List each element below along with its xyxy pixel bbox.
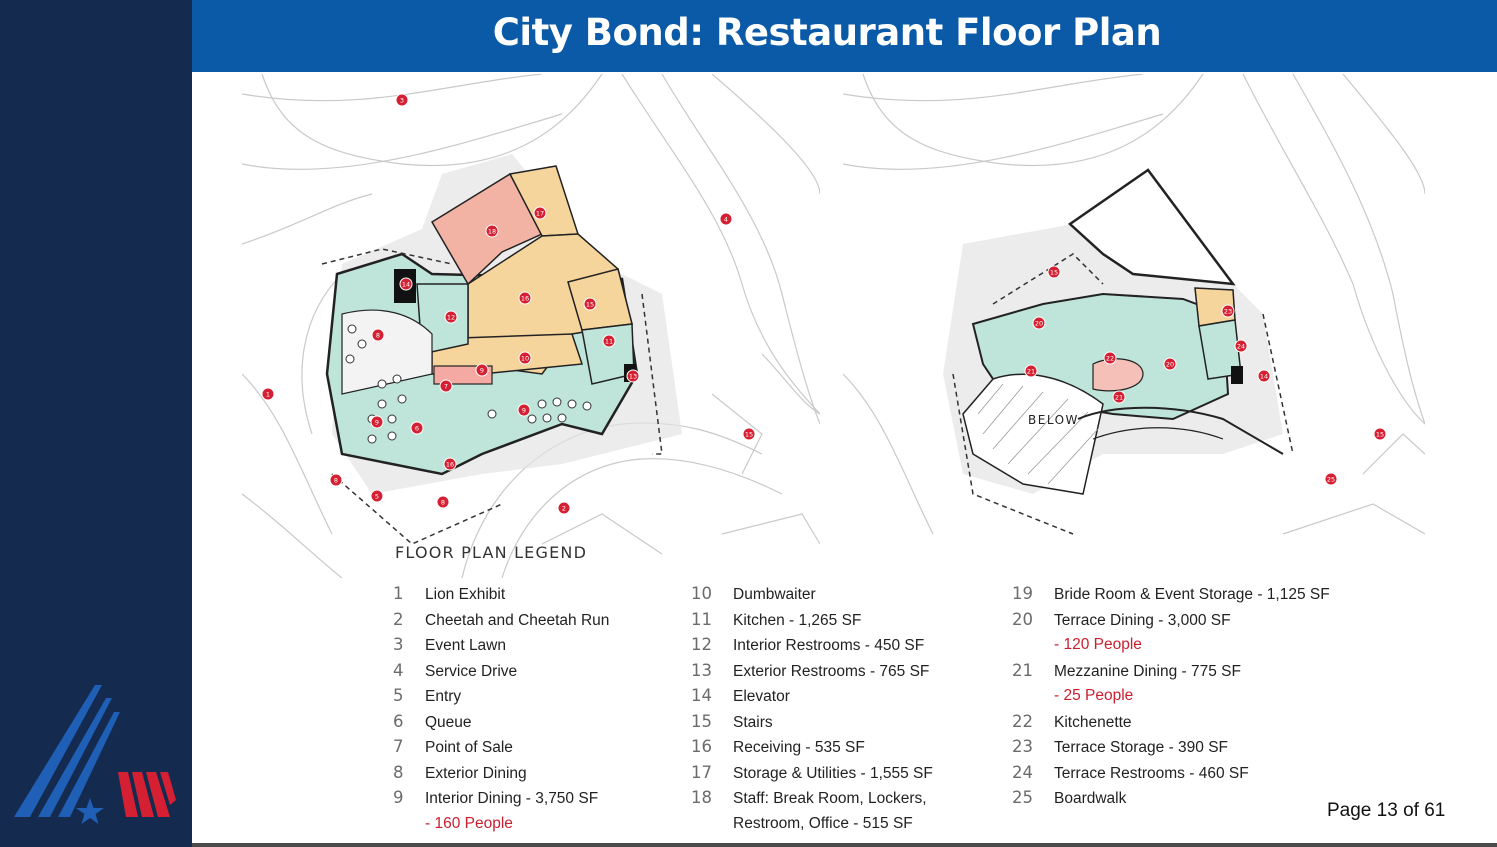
legend-item-label: Elevator: [733, 688, 790, 705]
map-marker-label: 24: [1236, 342, 1246, 351]
legend-item-number: 18: [691, 788, 712, 807]
legend-item-label: Terrace Dining - 3,000 SF: [1054, 611, 1231, 629]
map-marker-label: 8: [333, 476, 339, 485]
legend-item-label: Staff: Break Room, Lockers,: [733, 790, 927, 807]
legend-item-number: 12: [691, 635, 712, 654]
legend-item-label: Bride Room & Event Storage - 1,125 SF: [1054, 586, 1330, 603]
legend-item: [691, 709, 933, 735]
map-marker-label: 18: [487, 227, 497, 236]
legend-column-2: [691, 581, 933, 836]
legend-item: [393, 607, 609, 633]
map-marker-label: 8: [440, 498, 446, 507]
legend-item-label: Receiving - 535 SF: [733, 739, 865, 756]
legend-item-label: Service Drive: [425, 662, 518, 680]
map-marker-label: 15: [1049, 268, 1059, 277]
legend-item: [691, 683, 933, 709]
logo-icon: [10, 680, 180, 825]
legend-item-number: 21: [1012, 660, 1033, 680]
legend-item: [691, 632, 933, 658]
legend-item: [691, 760, 933, 786]
legend-item-label: Kitchenette: [1054, 713, 1132, 731]
map-marker-label: 13: [628, 372, 638, 381]
legend-item-number: 6: [393, 711, 404, 731]
legend-item: [1012, 734, 1330, 760]
map-marker-label: 1: [265, 390, 271, 399]
page-title: City Bond: Restaurant Floor Plan: [492, 11, 1162, 54]
legend-item-number: 7: [393, 737, 404, 756]
legend-item: [393, 734, 609, 760]
sidebar-panel: [0, 0, 192, 847]
legend-item-label: Dumbwaiter: [733, 586, 816, 603]
legend-item-label: Point of Sale: [425, 739, 513, 756]
map-marker-label: 22: [1105, 354, 1115, 363]
legend-item-number: 17: [691, 762, 712, 782]
bottom-divider: [192, 843, 1497, 847]
legend-item-number: 14: [691, 686, 712, 705]
legend-item-number: 24: [1012, 762, 1033, 782]
map-marker-label: 21: [1114, 393, 1124, 402]
map-marker-label: 7: [443, 382, 449, 391]
legend-item: [393, 785, 609, 811]
legend-item-number: 8: [393, 762, 404, 782]
map-marker-label: 10: [520, 354, 530, 363]
legend-item-label: Lion Exhibit: [425, 586, 506, 603]
map-marker-label: 2: [561, 504, 567, 513]
map-marker-label: 8: [375, 331, 381, 340]
legend-item-number: 23: [1012, 737, 1033, 756]
legend-item-number: 2: [393, 609, 404, 629]
legend-item: [691, 581, 933, 607]
map-marker-label: 5: [374, 492, 380, 501]
legend-item-number: 10: [691, 584, 712, 603]
map-marker-label: 4: [723, 215, 729, 224]
legend-item-label: Storage & Utilities - 1,555 SF: [733, 764, 933, 782]
legend-item-label: Stairs: [733, 713, 773, 731]
legend-item-number: 15: [691, 711, 712, 731]
legend-item-label: Terrace Restrooms - 460 SF: [1054, 764, 1249, 782]
ground-floor-drawing: [242, 74, 820, 578]
legend-item-label: Exterior Restrooms - 765 SF: [733, 662, 930, 680]
legend-item: [1012, 607, 1330, 633]
legend-item-number: 3: [393, 635, 404, 654]
map-marker-label: 15: [744, 430, 754, 439]
legend-item: [1012, 785, 1330, 811]
legend-heading: FLOOR PLAN LEGEND: [395, 543, 588, 562]
map-marker-label: 14: [401, 280, 411, 289]
map-marker-label: 25: [1326, 475, 1336, 484]
legend-item: [1012, 581, 1330, 607]
legend-item-number: 1: [393, 584, 404, 603]
legend-item-number: 25: [1012, 788, 1033, 807]
map-marker-label: 6: [414, 424, 420, 433]
legend-item-number: 13: [691, 660, 712, 680]
map-marker-label: 15: [1375, 430, 1385, 439]
map-marker-label: 11: [604, 337, 614, 346]
map-marker-label: 17: [535, 209, 545, 218]
legend-item-detail: - 160 People: [425, 814, 513, 832]
map-marker-label: 20: [1165, 360, 1175, 369]
page-number: Page 13 of 61: [1327, 800, 1446, 821]
map-marker-label: 9: [374, 418, 380, 427]
legend-item: [1012, 709, 1330, 735]
legend-item-number: 5: [393, 686, 404, 705]
legend-item-label: Interior Restrooms - 450 SF: [733, 637, 925, 654]
legend-item-number: 19: [1012, 584, 1033, 603]
map-marker-label: 16: [520, 294, 530, 303]
map-marker-label: 14: [1259, 372, 1269, 381]
below-label: BELOW: [1028, 413, 1079, 427]
terrace-floor-drawing: [843, 74, 1425, 578]
map-marker-label: 3: [399, 96, 405, 105]
legend-item-label: Entry: [425, 688, 462, 705]
map-marker-label: 23: [1223, 307, 1233, 316]
legend-item-label: Exterior Dining: [425, 764, 527, 782]
legend-item: [691, 658, 933, 684]
legend-column-3: [1012, 581, 1330, 811]
legend-item-detail: Restroom, Office - 515 SF: [733, 814, 913, 832]
legend-item-label: Boardwalk: [1054, 790, 1127, 807]
map-marker-label: 9: [521, 406, 527, 415]
legend-item: [393, 581, 609, 607]
legend-item-label: Kitchen - 1,265 SF: [733, 611, 862, 629]
legend-item: [691, 607, 933, 633]
map-marker-label: 16: [445, 460, 455, 469]
map-marker-label: 15: [585, 300, 595, 309]
map-marker-label: 12: [446, 313, 456, 322]
legend-item: [691, 734, 933, 760]
legend-item-detail: - 25 People: [1054, 687, 1134, 704]
legend-item-label: Cheetah and Cheetah Run: [425, 611, 610, 629]
legend-item: [393, 658, 609, 684]
legend-column-1: [393, 581, 609, 836]
legend-item-label: Event Lawn: [425, 637, 506, 654]
legend-item: [393, 632, 609, 658]
legend-item-number: 4: [393, 660, 404, 680]
map-marker-label: 21: [1026, 367, 1036, 376]
terrace-elevator-block: [1231, 366, 1243, 384]
legend-item-number: 22: [1012, 711, 1033, 731]
terrace-floor-plan: [843, 74, 1425, 578]
legend-item-number: 11: [691, 609, 712, 629]
legend-item-detail: - 120 People: [1054, 636, 1142, 653]
legend-item-label: Terrace Storage - 390 SF: [1054, 739, 1229, 756]
legend-item: [393, 709, 609, 735]
legend-item: [393, 683, 609, 709]
map-marker-label: 9: [479, 366, 485, 375]
legend-item-label: Mezzanine Dining - 775 SF: [1054, 662, 1241, 680]
legend-item: [393, 760, 609, 786]
legend-item-number: 20: [1012, 609, 1033, 629]
legend-item: [1012, 760, 1330, 786]
legend-item-label: Interior Dining - 3,750 SF: [425, 790, 599, 807]
header-banner: [192, 0, 1497, 72]
legend-item-label: Queue: [425, 713, 472, 731]
ground-floor-plan: [242, 74, 820, 578]
legend-item-number: 16: [691, 737, 712, 756]
legend-item: [691, 785, 933, 811]
legend-item: [1012, 658, 1330, 684]
map-marker-label: 20: [1034, 319, 1044, 328]
legend-item-number: 9: [393, 788, 404, 807]
